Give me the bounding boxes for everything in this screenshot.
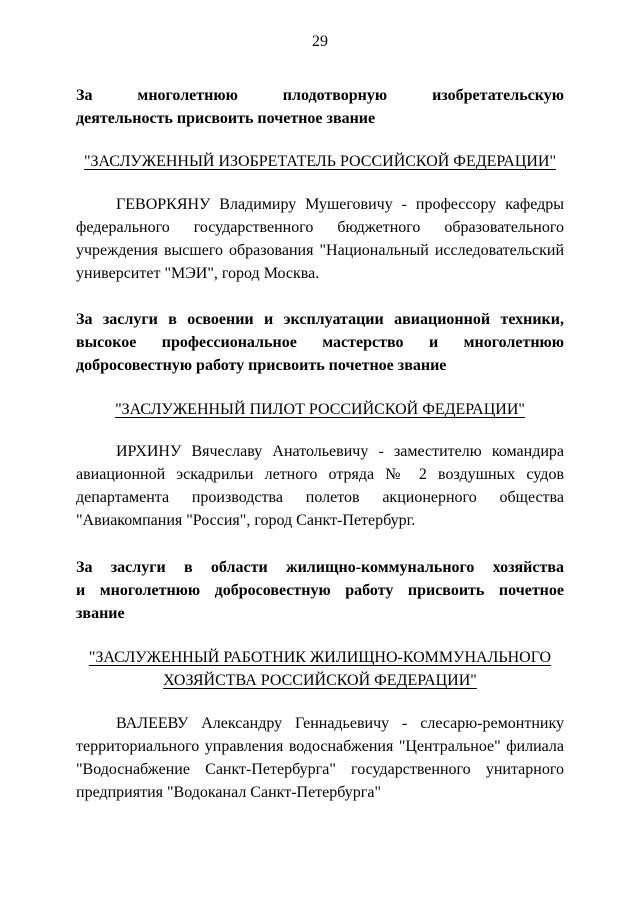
body-line: предприятия "Водоканал Санкт-Петербурга" <box>76 784 381 801</box>
body-line: территориального управления водоснабжения "Центральное" филиала <box>76 738 564 755</box>
intro-line: деятельность присвоить почетное звание <box>76 110 376 127</box>
body-line: университет "МЭИ", город Москва. <box>76 265 320 282</box>
award-intro-pilot <box>76 308 564 377</box>
body-line: учреждения высшего образования "Национальный исследовательский <box>76 242 564 259</box>
title-line: "ЗАСЛУЖЕННЫЙ ПИЛОТ РОССИЙСКОЙ ФЕДЕРАЦИИ" <box>115 401 525 418</box>
body-line: "Авиакомпания "Россия", город Санкт-Петербург. <box>76 512 416 529</box>
awardee-paragraph-irkhin <box>76 440 564 532</box>
title-line: ХОЗЯЙСТВА РОССИЙСКОЙ ФЕДЕРАЦИИ" <box>163 672 477 689</box>
awardee-paragraph-valeev <box>76 712 564 804</box>
intro-line: высокое профессиональное мастерство и многолетнюю <box>76 334 564 351</box>
award-title-housing <box>76 646 564 692</box>
body-line: ГЕВОРКЯНУ Владимиру Мушеговичу - профессору кафедры <box>116 196 564 213</box>
body-line: федерального государственного бюджетного образовательного <box>76 219 564 236</box>
intro-line: За многолетнюю плодотворную изобретательскую <box>76 87 564 104</box>
intro-line: За заслуги в освоении и эксплуатации авиационной техники, <box>76 311 564 328</box>
body-line: ВАЛЕЕВУ Александру Геннадьевичу - слесарю-ремонтнику <box>116 715 564 732</box>
intro-line: и многолетнюю добросовестную работу присвоить почетное <box>76 582 564 599</box>
body-line: авиационной эскадрильи летного отряда № 2 воздушных судов <box>76 466 564 483</box>
title-line: "ЗАСЛУЖЕННЫЙ РАБОТНИК ЖИЛИЩНО-КОММУНАЛЬНОГО <box>88 649 552 666</box>
body-line: ИРХИНУ Вячеславу Анатольевичу - заместителю командира <box>116 443 564 460</box>
intro-line: звание <box>76 605 125 622</box>
body-line: "Водоснабжение Санкт-Петербурга" государственного унитарного <box>76 761 564 778</box>
body-line: департамента производства полетов акционерного общества <box>76 489 564 506</box>
page-number: 29 <box>312 33 328 50</box>
award-intro-inventor <box>76 84 564 130</box>
title-line: "ЗАСЛУЖЕННЫЙ ИЗОБРЕТАТЕЛЬ РОССИЙСКОЙ ФЕДЕРАЦИИ" <box>83 153 557 170</box>
award-title-pilot <box>76 398 564 421</box>
award-intro-housing <box>76 556 564 625</box>
award-title-inventor <box>76 150 564 173</box>
intro-line: добросовестную работу присвоить почетное звание <box>76 357 447 374</box>
intro-line: За заслуги в области жилищно-коммунального хозяйства <box>76 559 564 576</box>
awardee-paragraph-geworkyan <box>76 193 564 285</box>
